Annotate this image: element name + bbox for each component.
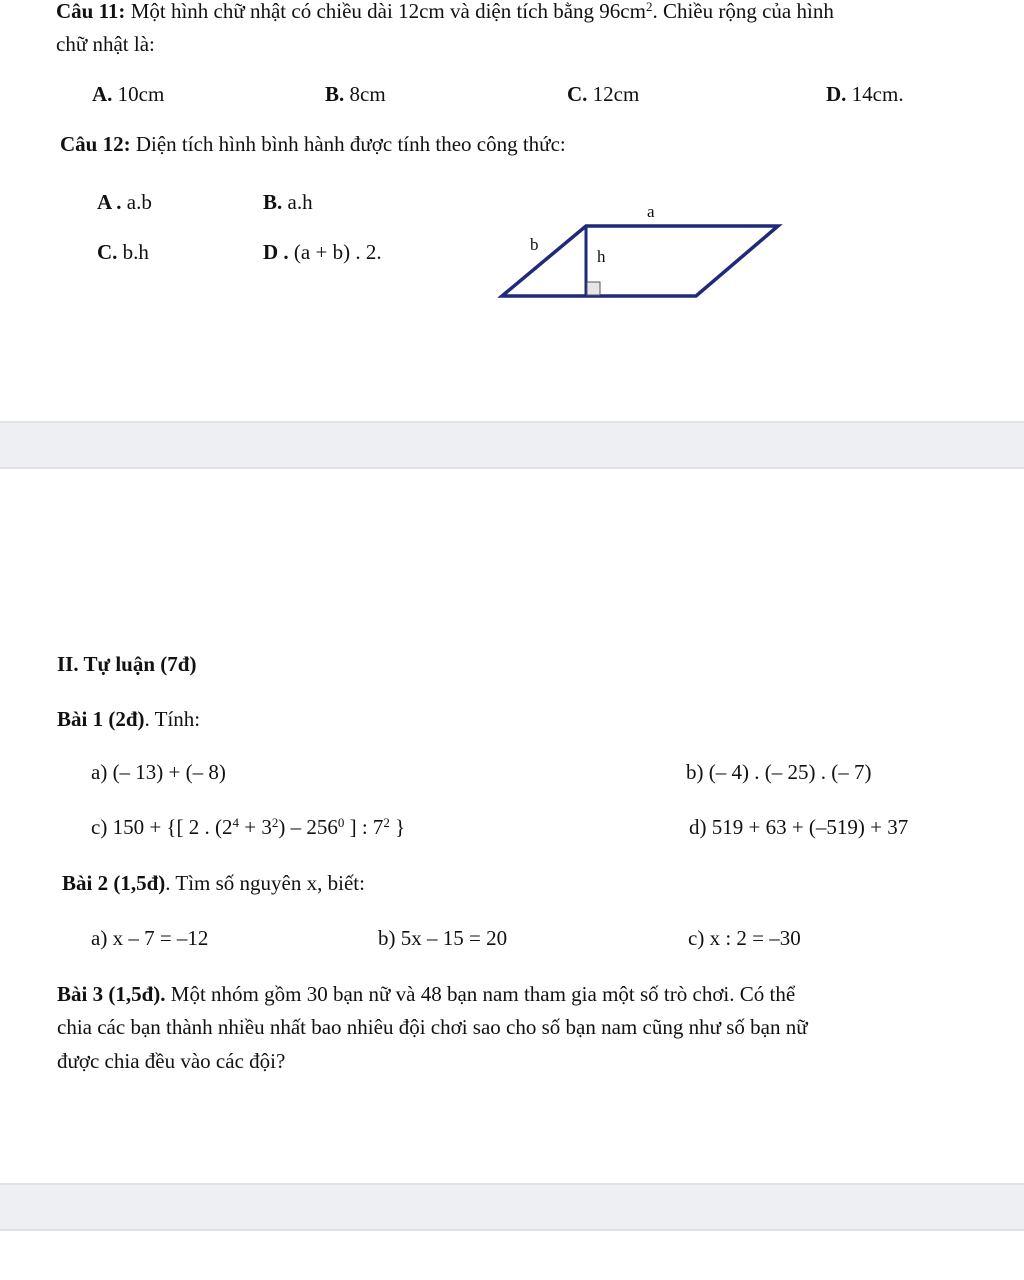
bai2-item-b: b) 5x – 15 = 20	[378, 926, 508, 950]
bai3-line2: chia các bạn thành nhiều nhất bao nhiêu đội chơi sao cho số bạn nam cũng như số bạn nữ	[57, 1015, 808, 1039]
parallelogram-figure	[490, 196, 790, 306]
expr-exp: 4	[232, 815, 239, 830]
q12-option-c	[97, 239, 149, 265]
bai1-heading	[57, 706, 200, 732]
q11-option-c	[567, 81, 639, 107]
option-key: C.	[567, 82, 588, 106]
option-value: 14cm.	[846, 82, 904, 106]
label-a: a	[647, 202, 655, 221]
bai2-item-a: a) x – 7 = –12	[91, 926, 209, 950]
q11-option-a	[92, 81, 164, 107]
option-value: a.b	[121, 190, 152, 214]
parallelogram-shape	[502, 226, 778, 296]
bai3-text-1: Một nhóm gồm 30 bạn nữ và 48 bạn nam tham gia một số trò chơi. Có thể	[165, 982, 796, 1006]
option-key: B.	[263, 190, 283, 214]
q11-line1	[56, 0, 834, 24]
bai3-line1	[57, 981, 795, 1007]
bai2-item-c: c) x : 2 = –30	[688, 926, 801, 950]
bai2-label: Bài 2 (1,5đ)	[62, 871, 166, 895]
q11-text-b: . Chiều rộng của hình	[652, 0, 834, 23]
expr-part: ) – 256	[278, 815, 338, 839]
bai1-item-b: b) (– 4) . (– 25) . (– 7)	[686, 760, 872, 784]
q11-option-b	[325, 81, 386, 107]
option-key: D.	[826, 82, 847, 106]
option-value: b.h	[117, 240, 149, 264]
bai1-text: . Tính:	[144, 707, 201, 731]
bai1-label: Bài 1 (2đ)	[57, 707, 145, 731]
bai1-item-d: d) 519 + 63 + (–519) + 37	[689, 815, 909, 839]
page-separator	[0, 421, 1024, 469]
option-key: A.	[92, 82, 113, 106]
expr-exp: 2	[271, 815, 279, 830]
expr-part: c) 150 + {[ 2 . (2	[91, 815, 233, 839]
q12-text: Diện tích hình bình hành được tính theo công thức:	[130, 132, 566, 156]
q12-option-d	[263, 239, 382, 265]
option-value: a.h	[282, 190, 313, 214]
option-value: (a + b) . 2.	[288, 240, 382, 264]
expr-part: }	[389, 815, 406, 839]
q11-option-d	[826, 81, 904, 107]
option-key: A .	[97, 190, 122, 214]
expr-part: ] : 7	[344, 815, 384, 839]
option-value: 8cm	[344, 82, 386, 106]
label-h: h	[597, 247, 606, 266]
q12-option-b	[263, 189, 313, 215]
section-title: II. Tự luận (7đ)	[57, 652, 197, 676]
bai2-heading	[62, 870, 365, 896]
expr-part: + 3	[238, 815, 272, 839]
option-key: B.	[325, 82, 345, 106]
option-value: 12cm	[587, 82, 640, 106]
label-b: b	[530, 235, 539, 254]
right-angle-mark	[587, 282, 600, 295]
option-key: D .	[263, 240, 289, 264]
expr-exp: 2	[383, 815, 390, 830]
option-key: C.	[97, 240, 118, 264]
bai1-item-c	[91, 814, 405, 840]
bai3-line3: được chia đều vào các đội?	[57, 1049, 286, 1073]
page-separator	[0, 1183, 1024, 1231]
option-value: 10cm	[112, 82, 165, 106]
bai3-label: Bài 3 (1,5đ).	[57, 982, 166, 1006]
q11-line2: chữ nhật là:	[56, 32, 155, 56]
expr-exp: 0	[337, 815, 345, 830]
q11-sup: 2	[645, 0, 653, 14]
q12-option-a	[97, 189, 152, 215]
bai1-item-a: a) (– 13) + (– 8)	[91, 760, 226, 784]
bai2-text: . Tìm số nguyên x, biết:	[165, 871, 365, 895]
q12-label: Câu 12:	[60, 132, 131, 156]
q11-label: Câu 11:	[56, 0, 126, 23]
q11-text-a: Một hình chữ nhật có chiều dài 12cm và diện tích bằng 96cm	[125, 0, 646, 23]
q12-line1	[60, 131, 566, 157]
